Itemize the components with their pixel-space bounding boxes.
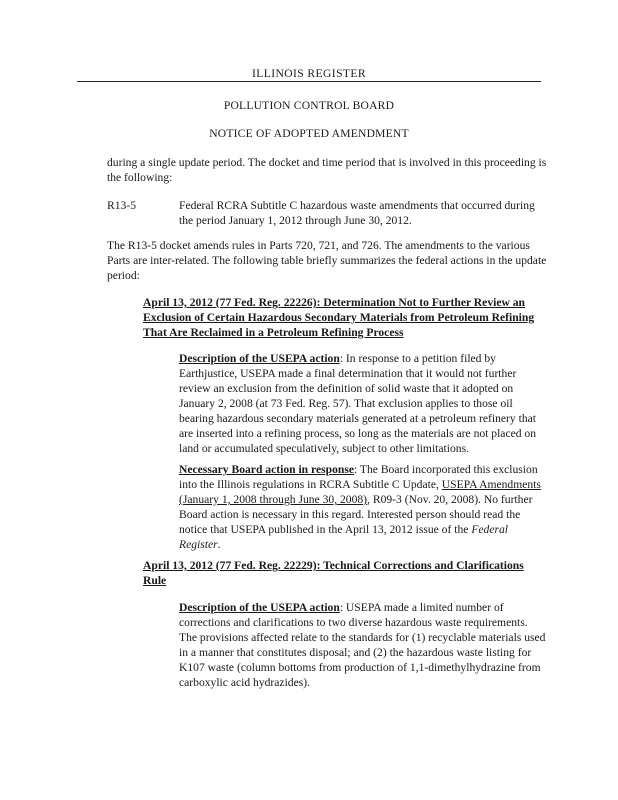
section1-heading: April 13, 2012 (77 Fed. Reg. 22226): Determination Not to Further Review an Exclusion of Certain Hazardous Secondary Materials from Petroleum Refining That Are Reclaimed in a Petroleum Refining Process [143,296,535,339]
section2-heading: April 13, 2012 (77 Fed. Reg. 22229): Technical Corrections and Clarifications Rule [143,559,524,587]
section1-desc-label: Description of the USEPA action [179,352,340,365]
board-name: POLLUTION CONTROL BOARD [223,99,395,112]
docket-description: Federal RCRA Subtitle C hazardous waste amendments that occurred during the period January 1, 2012 through June 30, 2012. [179,199,535,227]
register-title: ILLINOIS REGISTER [251,67,367,80]
section2-desc-label: Description of the USEPA action [179,601,340,614]
notice-title: NOTICE OF ADOPTED AMENDMENT [209,127,409,140]
section1-desc-text: : In response to a petition filed by Earthjustice, USEPA made a final determination that it would not further review an exclusion from the definition of solid waste that it adopted on January 2, 2008 (at 73 Fed. Reg. 57). That exclusion applies to those oil bearing hazardous secondary materials generated at a petroleum refinery that are inserted into a refining process, so long as the materials are not placed on land or accumulated speculatively, subject to other limitations. [179,352,537,455]
section1-board-label: Necessary Board action in response [179,463,354,476]
section2-desc-text: : USEPA made a limited number of corrections and clarifications to two diverse hazardous waste requirements. The provisions affected relate to the standards for (1) recyclable materials used in a manner that constitutes disposal; and (2) the hazardous waste listing for K107 waste (column bottoms from production of 1,1-dimethylhydrazine from carboxylic acid hydrazides). [179,601,546,689]
section1-board-link: USEPA Amendments (January 1, 2008 through June 30, 2008) [179,478,541,506]
section1-board-text-1: : The Board incorporated this exclusion into the Illinois regulations in RCRA Subtitle C Update, [179,463,538,491]
section1-board-text-3: . [217,538,221,551]
section1-board-text-2: , R09-3 (Nov. 20, 2008). No further Board action is necessary in this regard. Interested person should read the notice that USEPA published in the April 13, 2012 issue of the [179,493,533,536]
amends-paragraph: The R13-5 docket amends rules in Parts 720, 721, and 726. The amendments to the various Parts are inter-related. The following table briefly summarizes the federal actions in the update period: [107,239,547,282]
header-divider [77,81,541,82]
section1-board-action [179,462,547,552]
section2-description [179,600,547,690]
section1-board-italic: Federal Register [179,523,509,551]
docket-id: R13-5 [107,199,136,212]
section1-description [179,351,547,456]
intro-paragraph: during a single update period. The docket and time period that is involved in this proceeding is the following: [107,156,547,184]
